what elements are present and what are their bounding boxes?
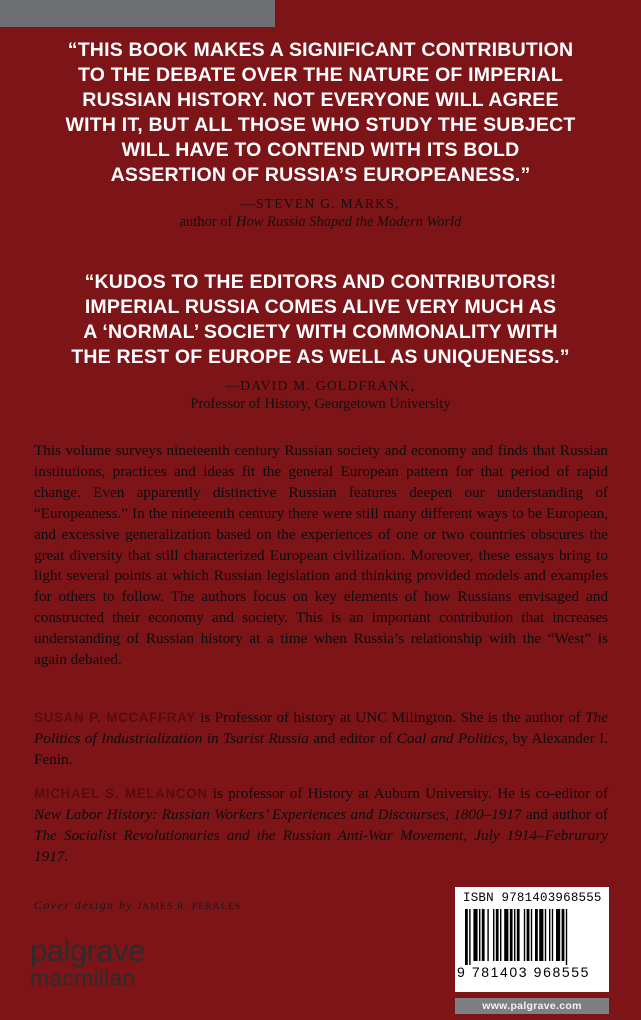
quote-2-attribution: [40, 376, 601, 414]
isbn-label: ISBN 9781403968555: [463, 891, 602, 905]
barcode-bar: [487, 909, 488, 961]
barcode-bar: [549, 909, 550, 961]
barcode-bar: [556, 909, 560, 961]
isbn-barcode: [455, 887, 609, 992]
editor-name: MICHAEL S. MELANCON: [34, 786, 208, 801]
barcode-bar: [479, 909, 480, 961]
quote-line: ASSERTION OF RUSSIA’S EUROPEANESS.”: [110, 164, 531, 186]
endorser-book-title: How Russia Shaped the Modern World: [235, 214, 462, 230]
cover-design-label: Cover design by: [34, 898, 133, 912]
barcode-bar: [469, 909, 470, 965]
endorsement-quote-2: [40, 270, 601, 370]
book-title: The Socialist Revolutionaries and the Russian Anti-War Movement, July 1914–Februrary 1917.: [34, 826, 608, 865]
editor-bio-1: SUSAN P. MCCAFFRAY is Professor of history at UNC Milington. She is the author of The Politics of Industrialization in Tsarist Russia and editor of Coal and Politics, by Alexander I. Fenin.: [34, 709, 609, 768]
quote-line: WILL HAVE TO CONTEND WITH ITS BOLD: [121, 139, 520, 161]
barcode-bar: [535, 909, 538, 961]
endorser-role: Professor of History, Georgetown University: [190, 396, 451, 412]
endorser-role: author of How Russia Shaped the Modern World: [179, 214, 462, 230]
publisher-url: www.palgrave.com: [455, 998, 609, 1014]
quote-line: “KUDOS TO THE EDITORS AND CONTRIBUTORS!: [84, 271, 557, 293]
book-title: The Politics of Industrialization in Tsarist Russia: [34, 709, 608, 747]
isbn-digits: 9 781403 968555: [457, 964, 590, 980]
quote-line: A ‘NORMAL’ SOCIETY WITH COMMONALITY WITH: [83, 321, 558, 343]
barcode-bar: [514, 909, 515, 961]
barcode-bar: [465, 909, 468, 965]
barcode-bar: [510, 909, 513, 961]
editor-name: SUSAN P. MCCAFFRAY: [34, 710, 196, 725]
quote-1-attribution: [40, 194, 601, 232]
top-gray-band: [0, 0, 275, 27]
quote-line: WITH IT, BUT ALL THOSE WHO STUDY THE SUBJECT: [65, 114, 576, 136]
barcode-bar: [517, 909, 520, 961]
barcode-bar: [482, 909, 485, 961]
barcode-bar: [493, 909, 494, 961]
quote-line: RUSSIAN HISTORY. NOT EVERYONE WILL AGREE: [82, 89, 559, 111]
endorsement-quote-1: [40, 38, 601, 188]
barcode-bar: [539, 909, 543, 961]
barcode-bar: [562, 909, 565, 961]
barcode-bar: [500, 909, 501, 961]
publisher-logo-line1: palgrave: [30, 933, 145, 968]
endorser-name: —STEVEN G. MARKS,: [241, 196, 400, 211]
quote-line: IMPERIAL RUSSIA COMES ALIVE VERY MUCH AS: [84, 296, 557, 318]
book-title: Coal and Politics,: [396, 729, 509, 747]
quote-line: “THIS BOOK MAKES A SIGNIFICANT CONTRIBUTION: [67, 39, 574, 61]
quote-line: THE REST OF EUROPE AS WELL AS UNIQUENESS.”: [71, 346, 570, 368]
cover-designer: JAMES R. PERALES: [137, 902, 242, 912]
endorser-name: —DAVID M. GOLDFRANK,: [225, 378, 416, 393]
book-title: New Labor History: Russian Workers’ Experiences and Discourses, 1800–1917: [34, 805, 522, 823]
barcode-bar: [524, 909, 525, 961]
editor-bio-2: MICHAEL S. MELANCON is professor of History at Auburn University. He is co-editor of New Labor History: Russian Workers’ Experiences and Discourses, 1800–1917 and author of The Socialist Revolutionaries and the Russian Anti-War Movement, July 1914–Februrary 1917.: [34, 785, 609, 865]
barcode-bar: [531, 909, 532, 961]
barcode-bar: [566, 909, 567, 965]
barcode-bars: [465, 909, 599, 965]
barcode-bar: [504, 909, 508, 961]
publisher-logo: [30, 935, 145, 990]
barcode-bar: [496, 909, 499, 961]
quote-line: TO THE DEBATE OVER THE NATURE OF IMPERIAL: [78, 64, 563, 86]
barcode-bar: [545, 909, 546, 961]
barcode-bar: [527, 909, 530, 961]
publisher-logo-line2: macmillan: [30, 965, 136, 991]
cover-design-credit: [34, 898, 241, 913]
barcode-bar: [552, 909, 553, 961]
barcode-bar: [473, 909, 477, 961]
book-description: This volume surveys nineteenth century Russian society and economy and finds that Russian institutions, practices and ideas fit the general European pattern for that period of rapid change. Even apparently distinctive Russian features deepen our understanding of “Europeaness.” In the nineteenth century there were still many different ways to be European, and excessive generalization based on the experiences of one or two countries obscures the great diversity that still characterized European civilization. Moreover, these essays bring to light several points at which Russian legislation and thinking provided models and examples for others to follow. The authors focus on key elements of how Russians envisaged and constructed their economy and society. This is an important contribution that increases understanding of Russian history at a time when Russia’s relationship with the “West” is again debated.: [34, 442, 608, 669]
